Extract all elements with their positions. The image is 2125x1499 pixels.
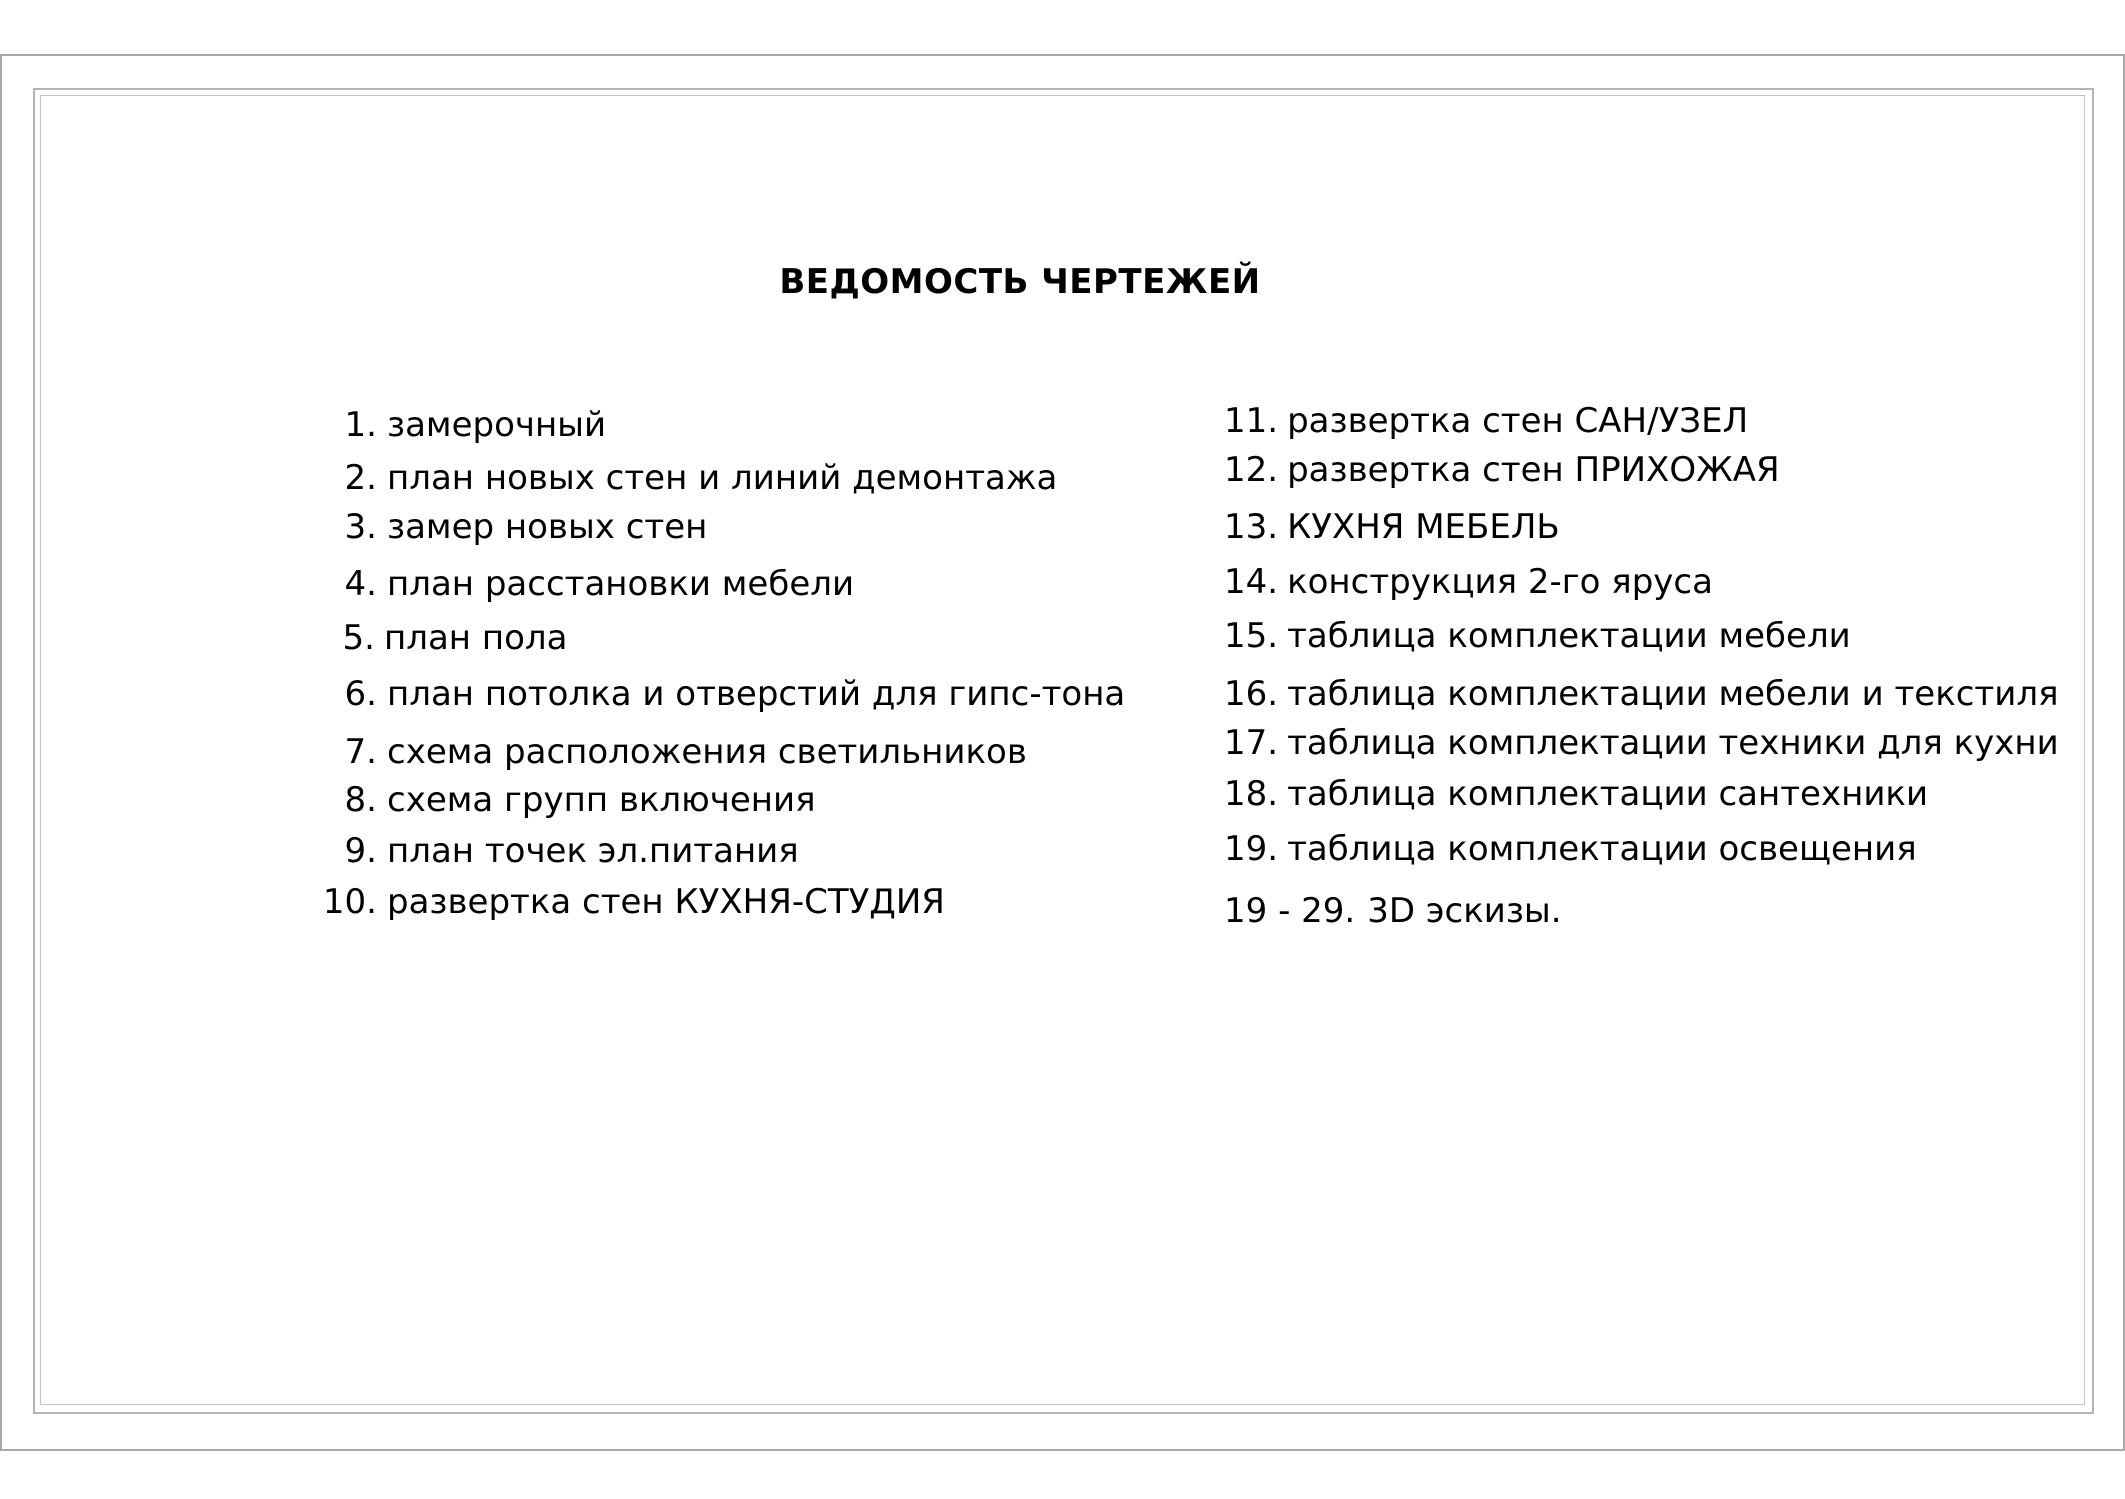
list-item xyxy=(0,831,799,871)
list-item xyxy=(1224,829,1917,869)
list-item-text: конструкция 2-го яруса xyxy=(1287,562,1713,602)
list-item xyxy=(0,674,1125,714)
list-item xyxy=(0,405,606,445)
list-item xyxy=(1224,562,1713,602)
list-item-number: 13. xyxy=(1224,507,1279,547)
list-item-number: 2. xyxy=(344,458,377,498)
list-item-text: замер новых стен xyxy=(387,507,708,547)
list-item-number: 18. xyxy=(1224,774,1279,814)
list-item-text: план точек эл.питания xyxy=(387,831,799,871)
list-item xyxy=(0,882,945,922)
list-item-text: таблица комплектации освещения xyxy=(1287,829,1917,869)
list-item-text: таблица комплектации сантехники xyxy=(1287,774,1929,814)
list-item-text: 3D эскизы. xyxy=(1367,891,1562,931)
list-item xyxy=(1224,507,1560,547)
list-item-text: развертка стен ПРИХОЖАЯ xyxy=(1287,450,1780,490)
list-item-text: план расстановки мебели xyxy=(387,564,855,604)
list-item-number: 12. xyxy=(1224,450,1279,490)
list-item xyxy=(1224,674,2059,714)
list-item-number: 1. xyxy=(344,405,377,445)
list-item-number: 19. xyxy=(1224,829,1279,869)
list-item-text: таблица комплектации мебели и текстиля xyxy=(1287,674,2059,714)
list-item-number: 11. xyxy=(1224,401,1279,441)
list-item xyxy=(0,564,854,604)
list-item-number: 3. xyxy=(344,507,377,547)
list-item-text: схема расположения светильников xyxy=(387,732,1027,772)
list-item-number: 17. xyxy=(1224,723,1279,763)
list-item xyxy=(0,507,707,547)
list-item xyxy=(0,458,1057,498)
list-item xyxy=(1224,450,1780,490)
list-item xyxy=(0,618,567,658)
list-item-text: таблица комплектации мебели xyxy=(1287,616,1851,656)
list-item-number: 6. xyxy=(344,674,377,714)
list-item-number: 4. xyxy=(344,564,377,604)
list-item-number: 16. xyxy=(1224,674,1279,714)
list-item xyxy=(1224,891,1562,931)
list-item-number: 19 - 29. xyxy=(1224,891,1356,931)
list-item-text: КУХНЯ МЕБЕЛЬ xyxy=(1287,507,1560,547)
list-item xyxy=(0,780,816,820)
list-item-text: план потолка и отверстий для гипс-тона xyxy=(387,674,1126,714)
list-item-number: 7. xyxy=(344,732,377,772)
list-item xyxy=(1224,401,1748,441)
list-item-number: 15. xyxy=(1224,616,1279,656)
list-item-number: 14. xyxy=(1224,562,1279,602)
list-item-text: план пола xyxy=(384,618,568,658)
list-item-text: схема групп включения xyxy=(387,780,816,820)
page-title: ВЕДОМОСТЬ ЧЕРТЕЖЕЙ xyxy=(779,262,1261,302)
list-item xyxy=(1224,616,1851,656)
list-item-number: 8. xyxy=(344,780,377,820)
list-item-text: план новых стен и линий демонтажа xyxy=(387,458,1058,498)
list-item xyxy=(1224,774,1928,814)
list-item-text: развертка стен КУХНЯ-СТУДИЯ xyxy=(387,882,945,922)
list-item xyxy=(0,732,1027,772)
list-item-number: 9. xyxy=(344,831,377,871)
list-item-text: таблица комплектации техники для кухни xyxy=(1287,723,2059,763)
list-item-text: развертка стен САН/УЗЕЛ xyxy=(1287,401,1749,441)
list-item-number: 10. xyxy=(322,882,377,922)
list-item-text: замерочный xyxy=(387,405,607,445)
list-item-number: 5. xyxy=(342,618,375,658)
list-item xyxy=(1224,723,2059,763)
